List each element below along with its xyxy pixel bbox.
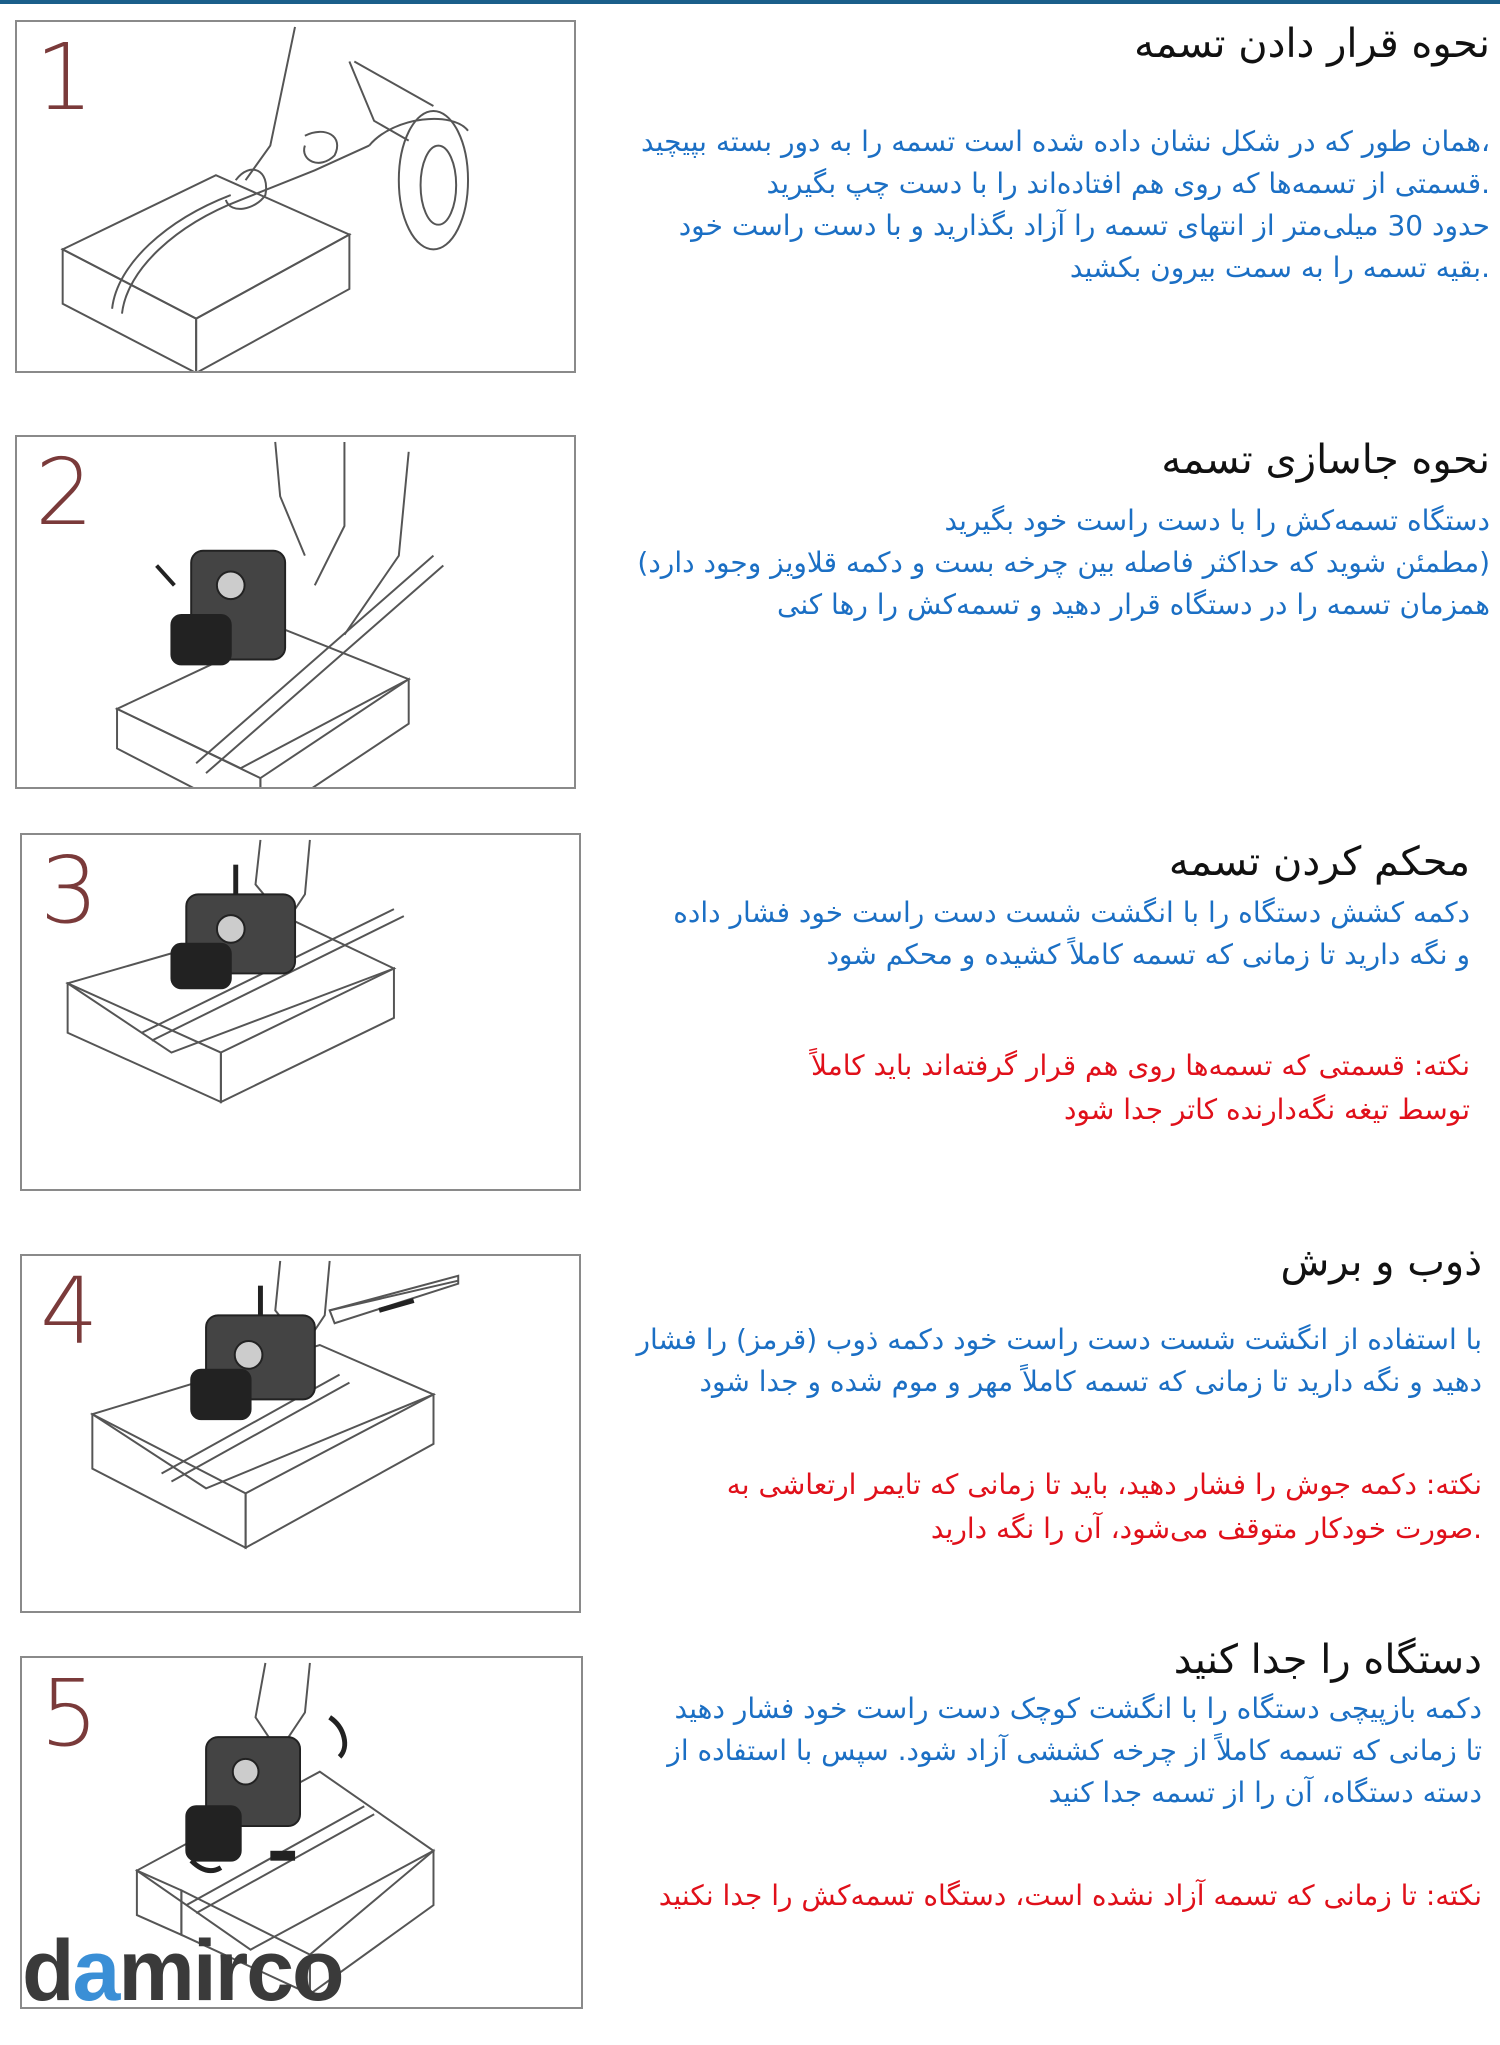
step-4-body-line: دهید و نگه دارید تا زمانی که تسمه کاملاً مهر و موم شده و جدا شود	[699, 1365, 1482, 1398]
step-5-number: 5	[40, 1660, 99, 1767]
step-1-body-line: ،همان طور که در شکل نشان داده شده است تسمه را به دور بسته بپیچید	[641, 125, 1490, 158]
step-4-title: ذوب و برش	[1280, 1239, 1482, 1285]
step-5-note-line: نکته: تا زمانی که تسمه آزاد نشده است، دستگاه تسمه‌کش را جدا نکنید	[658, 1879, 1482, 1912]
step-1-body-line: حدود 30 میلی‌متر از انتهای تسمه را آزاد بگذارید و با دست راست خود	[678, 209, 1490, 242]
step-4-number: 4	[40, 1258, 99, 1365]
step-5-title: دستگاه را جدا کنید	[1173, 1637, 1482, 1683]
step-1-body-line: .بقیه تسمه را به سمت بیرون بکشید	[1069, 251, 1490, 284]
step-4-illustration	[20, 1254, 581, 1613]
step-3-title: محکم کردن تسمه	[1168, 839, 1470, 885]
step-4-body-line: با استفاده از انگشت شست دست راست خود دکمه ذوب (قرمز) را فشار	[636, 1323, 1482, 1356]
top-bar	[0, 0, 1500, 4]
step-2-text	[550, 438, 1490, 626]
step-1-title: نحوه قرار دادن تسمه	[1134, 21, 1490, 67]
step-3-body-line: دکمه کشش دستگاه را با انگشت شست دست راست خود فشار داده	[673, 896, 1470, 929]
weld-and-cut-icon	[22, 1256, 579, 1611]
step-3-body-line: و نگه دارید تا زمانی که تسمه کاملاً کشیده و محکم شود	[826, 938, 1470, 971]
step-2-number: 2	[35, 439, 94, 546]
step-2-body-line: (مطمئن شوید که حداکثر فاصله بین چرخه بست و دکمه قلاویز وجود دارد)	[637, 546, 1490, 579]
step-1-number: 1	[35, 24, 94, 131]
step-4-note-line: نکته: دکمه جوش را فشار دهید، باید تا زمانی که تایمر ارتعاشی به	[726, 1468, 1482, 1501]
step-5-body-line: دسته دستگاه، آن را از تسمه جدا کنید	[1048, 1776, 1482, 1809]
step-4-note-line: .صورت خودکار متوقف می‌شود، آن را نگه دارید	[930, 1512, 1482, 1545]
step-2-body-line: همزمان تسمه را در دستگاه قرار دهید و تسمه‌کش را رها کنی	[777, 588, 1490, 621]
damirco-logo: damirco	[22, 1923, 343, 2019]
step-2-illustration	[15, 435, 576, 789]
step-5-text	[562, 1638, 1482, 1918]
step-3-illustration	[20, 833, 581, 1191]
step-4-text	[562, 1240, 1482, 1551]
step-1-text	[590, 22, 1490, 289]
step-3-note-line: نکته: قسمتی که تسمه‌ها روی هم قرار گرفته‌اند باید کاملاً	[811, 1049, 1470, 1082]
step-2-title: نحوه جاسازی تسمه	[1161, 437, 1490, 483]
tension-button-icon	[22, 835, 579, 1189]
step-5-body-line: دکمه بازپیچی دستگاه را با انگشت کوچک دست راست خود فشار دهید	[674, 1692, 1482, 1725]
step-2-body-line: دستگاه تسمه‌کش را با دست راست خود بگیرید	[944, 504, 1490, 537]
step-3-note-line: توسط تیغه نگه‌دارنده کاتر جدا شود	[1063, 1093, 1470, 1126]
step-3-number: 3	[40, 837, 99, 944]
step-1-illustration	[15, 20, 576, 373]
step-5-body-line: تا زمانی که تسمه کاملاً از چرخه کششی آزاد شود. سپس با استفاده از	[667, 1734, 1482, 1767]
strapping-tool-placement-icon	[17, 437, 574, 787]
step-3-text	[550, 840, 1470, 1132]
strap-wrapping-icon	[17, 22, 574, 371]
step-1-body-line: .قسمتی از تسمه‌ها که روی هم افتاده‌اند را با دست چپ بگیرید	[766, 167, 1490, 200]
